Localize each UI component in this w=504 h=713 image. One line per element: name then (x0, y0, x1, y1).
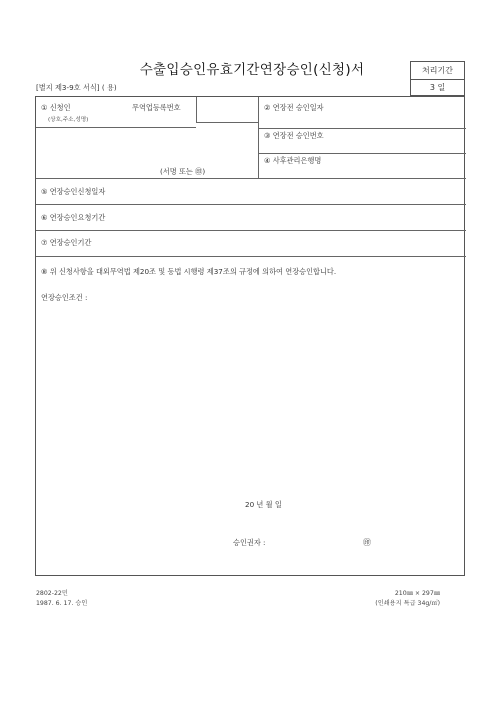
form-grid (35, 96, 465, 576)
trade-reg-no-label: 무역업등록번호 (132, 103, 181, 112)
approver-seal: ㊞ (363, 538, 371, 547)
ext-app-date-label: ⑤ 연장승인신청일자 (41, 187, 106, 196)
processing-period-box (410, 61, 465, 96)
divider-applicant-bottom (36, 127, 196, 128)
form-title: 수출입승인유효기간연장승인(신청)서 (139, 62, 365, 78)
divider-row-4 (36, 256, 466, 257)
signature-label: (서명 또는 ㊞) (160, 167, 206, 176)
divider-right-2 (258, 153, 466, 154)
applicant-sub-label: (상호,주소,성명) (48, 117, 89, 123)
divider-row-3 (36, 230, 466, 231)
footer-size: 210㎜ × 297㎜ (394, 590, 440, 597)
divider-row-1 (36, 178, 466, 179)
applicant-label: ① 신청인 (41, 103, 71, 112)
footer-code: 2802-22민 (36, 590, 68, 597)
footer-approved: 1987. 6. 17. 승인 (36, 600, 88, 607)
ext-req-period-label: ⑥ 연장승인요청기간 (41, 213, 106, 222)
processing-period-value: 3 일 (429, 83, 446, 92)
divider-trade-reg-bottom (196, 122, 258, 123)
footer-paper: (인쇄용지 특급 34g/㎡) (375, 600, 440, 607)
processing-period-label: 처리기간 (411, 62, 464, 80)
divider-row-2 (36, 204, 466, 205)
approval-statement: ⑧ 위 신청사항을 대외무역법 제20조 및 동법 시행령 제37조의 규정에 의하여 연장승인합니다. (41, 267, 337, 276)
approval-conditions-label: 연장승인조건 : (41, 293, 88, 302)
divider-right-1 (258, 128, 466, 129)
prev-approval-no-label: ③ 연장전 승인번호 (264, 131, 324, 140)
divider-trade-reg (196, 97, 197, 122)
ext-approved-period-label: ⑦ 연장승인기간 (41, 238, 92, 247)
bank-label: ④ 사후관리은행명 (264, 156, 322, 165)
divider-center (258, 97, 259, 178)
approval-date-line: 20 년 월 일 (245, 500, 282, 509)
form-number: [별지 제3-9호 서식] ( 용) (36, 83, 117, 92)
prev-approval-date-label: ② 연장전 승인일자 (264, 103, 324, 112)
approver-label: 승인권자 : (233, 538, 266, 547)
